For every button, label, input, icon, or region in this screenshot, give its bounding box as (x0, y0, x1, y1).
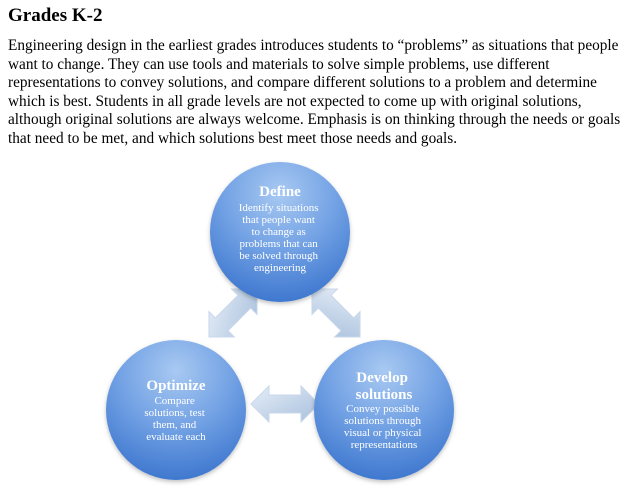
engineering-design-cycle-diagram (0, 160, 632, 496)
develop-title: Develop solutions (355, 370, 413, 403)
optimize-node (106, 340, 246, 480)
define-node (210, 162, 350, 302)
develop-node (314, 340, 454, 480)
define-title: Define (259, 184, 301, 200)
arrow-optimize-develop (251, 386, 319, 422)
develop-description: Convey possible solutions through visual or physical representations (343, 403, 422, 451)
optimize-description: Compare solutions, test them, and evaluate each (144, 395, 206, 443)
optimize-title: Optimize (146, 378, 206, 394)
intro-paragraph: Engineering design in the earliest grades introduces students to “problems” as situations that people want to change. They can use tools and materials to solve simple problems, use different representations to convey solutions, and compare different solutions to a problem and determine which is best. Students in all grade levels are not expected to come up with original solutions, although original solutions are always welcome. Emphasis is on thinking through the needs or goals that need to be met, and which solutions best meet those needs and goals. (8, 37, 621, 147)
define-description: Identify situations that people want to change as problems that can be solved through engineering (238, 202, 319, 274)
section-heading: Grades K-2 (8, 5, 103, 26)
